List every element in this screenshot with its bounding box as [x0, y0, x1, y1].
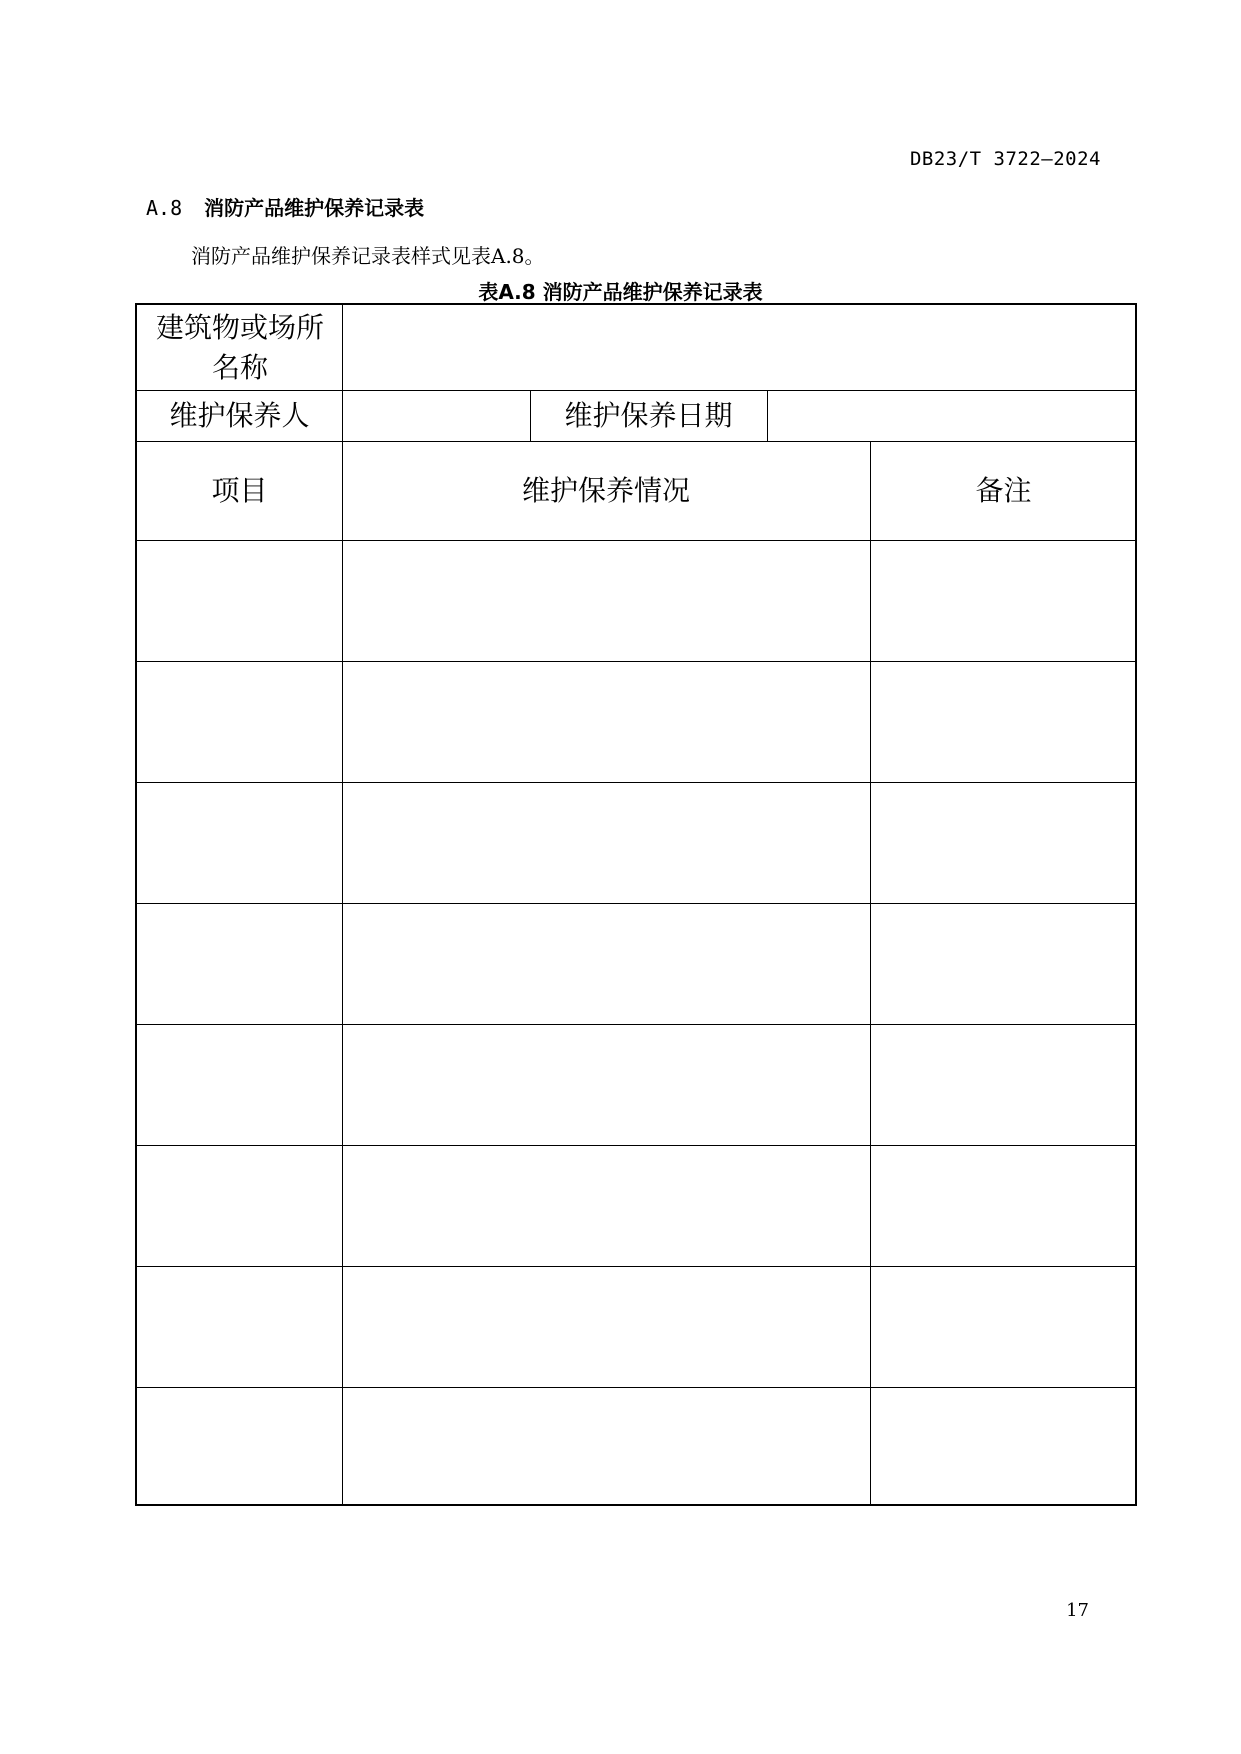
row-divider [137, 782, 1135, 783]
header-remarks: 备注 [975, 473, 1032, 507]
row-divider [137, 1266, 1135, 1267]
column-divider [342, 441, 343, 1504]
row-divider [137, 540, 1135, 541]
column-divider [767, 390, 768, 441]
row-divider [137, 903, 1135, 904]
building-name-label: 建筑物或场所名称 [155, 310, 324, 384]
maintenance-date-label: 维护保养日期 [564, 398, 733, 432]
section-title: 消防产品维护保养记录表 [204, 196, 425, 220]
row-divider [137, 1145, 1135, 1146]
maintainer-label: 维护保养人 [169, 398, 310, 432]
row-divider [137, 661, 1135, 662]
section-number: A.8 [146, 196, 183, 220]
header-item: 项目 [211, 473, 268, 507]
header-maintenance-status: 维护保养情况 [521, 473, 690, 507]
body-paragraph: 消防产品维护保养记录表样式见表A.8。 [191, 244, 545, 268]
row-divider [137, 1387, 1135, 1388]
column-divider [342, 305, 343, 441]
maintenance-record-table [135, 303, 1137, 1506]
standard-code: DB23/T 3722—2024 [909, 148, 1101, 170]
table-caption: 表A.8 消防产品维护保养记录表 [478, 280, 763, 304]
section-heading [146, 192, 424, 221]
row-divider [137, 1024, 1135, 1025]
column-divider [870, 441, 871, 1504]
page-number: 17 [1066, 1600, 1089, 1621]
